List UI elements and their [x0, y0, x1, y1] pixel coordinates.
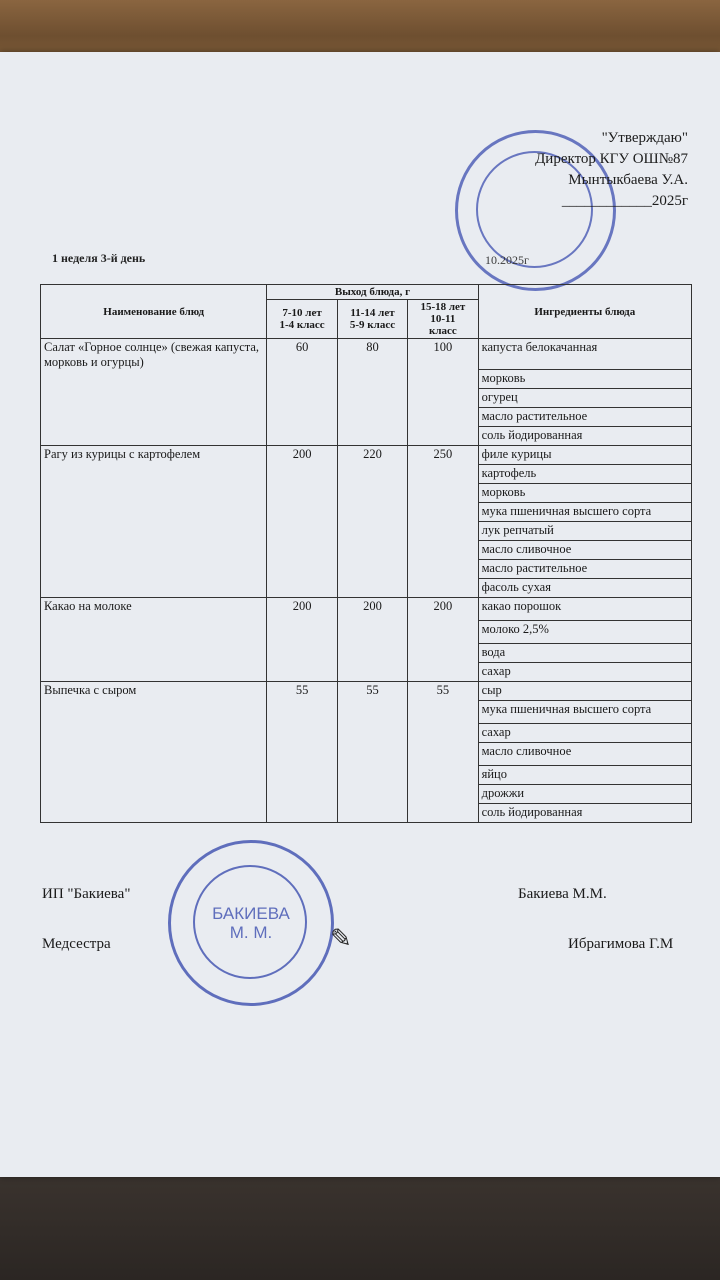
table-row	[41, 682, 692, 701]
ingredient: яйцо	[478, 766, 691, 785]
dish-weight-7-10: 55	[267, 682, 337, 823]
ingredient: какао порошок	[478, 598, 691, 621]
dark-fabric-background	[0, 1175, 720, 1280]
dish-weight-11-14: 200	[337, 598, 407, 682]
dish-name: Какао на молоке	[41, 598, 267, 682]
header-ingredients: Ингредиенты блюда	[478, 285, 691, 339]
ingredient: сыр	[478, 682, 691, 701]
ingredient: соль йодированная	[478, 427, 691, 446]
dish-name: Рагу из курицы с картофелем	[41, 446, 267, 598]
ingredient: мука пшеничная высшего сорта	[478, 503, 691, 522]
table-row	[41, 339, 692, 370]
ingredient: филе курицы	[478, 446, 691, 465]
ingredient: сахар	[478, 724, 691, 743]
dish-name: Выпечка с сыром	[41, 682, 267, 823]
ingredient: картофель	[478, 465, 691, 484]
ingredient: масло сливочное	[478, 743, 691, 766]
footer-owner-name: Бакиева М.М.	[518, 886, 607, 902]
dish-weight-11-14: 220	[337, 446, 407, 598]
stamp-name: БАКИЕВА	[212, 904, 290, 923]
ingredient: масло растительное	[478, 408, 691, 427]
dish-weight-15-18: 55	[408, 682, 478, 823]
footer-company: ИП "Бакиева"	[42, 886, 131, 902]
stamp-initials: М. М.	[229, 923, 273, 942]
approval-position: Директор КГУ ОШ№87	[535, 151, 688, 167]
ingredient: лук репчатый	[478, 522, 691, 541]
ingredient: масло сливочное	[478, 541, 691, 560]
ingredient: фасоль сухая	[478, 579, 691, 598]
dish-weight-15-18: 100	[408, 339, 478, 446]
dish-weight-15-18: 250	[408, 446, 478, 598]
header-yield: Выход блюда, г	[267, 285, 478, 300]
header-age-15-18: 15-18 лет 10-11 класс	[408, 300, 478, 339]
dish-weight-7-10: 60	[267, 339, 337, 446]
approval-block	[535, 128, 688, 212]
ingredient: соль йодированная	[478, 804, 691, 823]
ingredient: дрожжи	[478, 785, 691, 804]
dish-weight-15-18: 200	[408, 598, 478, 682]
wooden-desk-background	[0, 0, 720, 60]
footer-nurse-name: Ибрагимова Г.М	[568, 936, 674, 952]
dish-weight-11-14: 80	[337, 339, 407, 446]
official-seal-bottom	[168, 840, 334, 1006]
table-header-row	[41, 285, 692, 300]
table-row	[41, 446, 692, 465]
approval-name: Мынтыкбаева У.А.	[568, 172, 688, 188]
ingredient: мука пшеничная высшего сорта	[478, 701, 691, 724]
ingredient: вода	[478, 644, 691, 663]
ingredient: морковь	[478, 484, 691, 503]
ingredient: огурец	[478, 389, 691, 408]
approval-date: 10.2025г	[485, 253, 529, 267]
table-row	[41, 598, 692, 621]
header-age-7-10: 7-10 лет 1-4 класс	[267, 300, 337, 339]
signature-mark: ✎	[330, 924, 352, 953]
ingredient: масло растительное	[478, 560, 691, 579]
header-dish-name: Наименование блюд	[41, 285, 267, 339]
week-day-title: 1 неделя 3-й день	[52, 251, 146, 265]
ingredient: капуста белокачанная	[478, 339, 691, 370]
dish-weight-7-10: 200	[267, 446, 337, 598]
dish-weight-7-10: 200	[267, 598, 337, 682]
ingredient: молоко 2,5%	[478, 621, 691, 644]
menu-table	[40, 284, 692, 823]
approval-title: "Утверждаю"	[601, 130, 688, 146]
ingredient: морковь	[478, 370, 691, 389]
footer-nurse-label: Медсестра	[42, 936, 111, 952]
ingredient: сахар	[478, 663, 691, 682]
approval-year: ____________2025г	[561, 193, 688, 209]
header-age-11-14: 11-14 лет 5-9 класс	[337, 300, 407, 339]
dish-weight-11-14: 55	[337, 682, 407, 823]
dish-name: Салат «Горное солнце» (свежая капуста, морковь и огурцы)	[41, 339, 267, 446]
